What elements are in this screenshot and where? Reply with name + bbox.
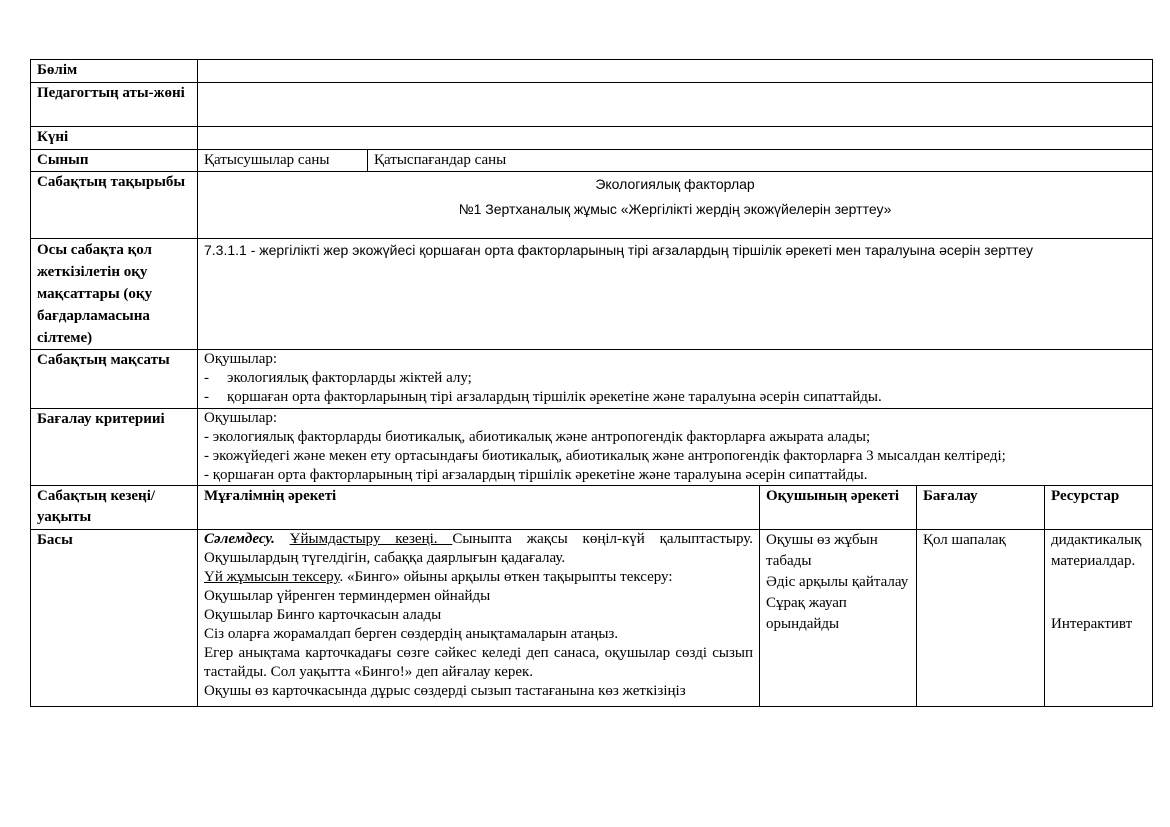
homework-paragraph: Үй жұмысын тексеру. «Бинго» ойыны арқылы өткен тақырыпты тексеру: bbox=[204, 569, 673, 585]
criteria-item: - экожүйедегі және мекен ету ортасындағы биотикалық, абиотикалық және антропогендік факторларға 3 мысалдан келтіреді; bbox=[204, 448, 1006, 464]
objectives-value: 7.3.1.1 - жергілікті жер экожүйесі қоршаған орта факторларының тірі ағзалардың тіршілік әрекеті мен таралуына әсерін зерттеу bbox=[198, 239, 1153, 350]
row-goals bbox=[31, 350, 1153, 409]
start-student-action bbox=[760, 530, 917, 707]
student-action-item: Әдіс арқылы қайталау bbox=[766, 574, 909, 590]
row-topic bbox=[31, 172, 1153, 239]
criteria-label: Бағалау критерииі bbox=[31, 409, 198, 486]
row-criteria bbox=[31, 409, 1153, 486]
date-value bbox=[198, 127, 1153, 150]
topic-title: Экологиялық факторлар bbox=[595, 176, 755, 192]
goal-item: - қоршаған орта факторларының тірі ағзалардың тіршілік әрекетіне және таралуына әсерін сипаттайды. bbox=[204, 389, 882, 405]
participants-count-label: Қатысушылар саны bbox=[198, 150, 368, 172]
student-action-header: Оқушының әрекеті bbox=[760, 486, 917, 530]
row-date bbox=[31, 127, 1153, 150]
bolim-label: Бөлім bbox=[31, 60, 198, 83]
row-start bbox=[31, 530, 1153, 707]
assessment-header: Бағалау bbox=[917, 486, 1045, 530]
criteria-item: - қоршаған орта факторларының тірі ағзалардың тіршілік әрекетіне және таралуына әсерін сипаттайды. bbox=[204, 467, 868, 483]
lesson-plan-table bbox=[30, 59, 1153, 707]
teacher-label: Педагогтың аты-жөні bbox=[31, 83, 198, 127]
absent-count-label: Қатыспағандар саны bbox=[368, 150, 1153, 172]
start-stage-label: Басы bbox=[31, 530, 198, 707]
bingo-rule-paragraph: Егер анықтама карточкадағы сөзге сәйкес келеді деп санаса, оқушылар сөзді сызып тастайды. Сол уақытта «Бинго!» деп айғалау керек. bbox=[204, 645, 753, 680]
bingo-line: Оқушылар Бинго карточкасын алады bbox=[204, 607, 442, 623]
row-bolim bbox=[31, 60, 1153, 83]
topic-value bbox=[198, 172, 1153, 239]
goals-value bbox=[198, 350, 1153, 409]
class-label: Сынып bbox=[31, 150, 198, 172]
start-resources bbox=[1045, 530, 1153, 707]
start-teacher-action bbox=[198, 530, 760, 707]
criteria-item: - экологиялық факторларды биотикалық, абиотикалық және антропогендік факторларға ажырата алады; bbox=[204, 429, 871, 445]
resources-header: Ресурстар bbox=[1045, 486, 1153, 530]
row-class bbox=[31, 150, 1153, 172]
row-stage-header bbox=[31, 486, 1153, 530]
bingo-last-line: Оқушы өз карточкасында дұрыс сөздерді сызып тастағанына көз жеткізіңіз bbox=[204, 683, 686, 699]
greeting-paragraph: Сәлемдесу. Ұйымдастыру кезеңі. Сыныпта жақсы көңіл-күй қалыптастыру. Оқушылардың түгелдігін, сабаққа даярлығын қадағалау. bbox=[204, 531, 754, 566]
resource-didactic: дидактикалық материалдар. bbox=[1051, 532, 1142, 569]
criteria-intro: Оқушылар: bbox=[204, 410, 278, 426]
student-action-item: Сұрақ жауап орындайды bbox=[766, 595, 847, 632]
row-objectives bbox=[31, 239, 1153, 350]
topic-lab-work: №1 Зертханалық жұмыс «Жергілікті жердің экожүйелерін зерттеу» bbox=[458, 201, 892, 217]
goals-intro: Оқушылар: bbox=[204, 351, 278, 367]
topic-label: Сабақтың тақырыбы bbox=[31, 172, 198, 239]
row-teacher bbox=[31, 83, 1153, 127]
teacher-value bbox=[198, 83, 1153, 127]
objectives-label: Осы сабақта қол жеткізілетін оқу мақсаттары (оқу бағдарламасына сілтеме) bbox=[31, 239, 198, 350]
bolim-value bbox=[198, 60, 1153, 83]
goal-item: - экологиялық факторларды жіктей алу; bbox=[204, 370, 472, 386]
teacher-action-header: Мұғалімнің әрекеті bbox=[198, 486, 760, 530]
date-label: Күні bbox=[31, 127, 198, 150]
stage-header: Сабақтың кезеңі/ уақыты bbox=[31, 486, 198, 530]
start-assessment: Қол шапалақ bbox=[917, 530, 1045, 707]
resource-interactive: Интерактивт bbox=[1051, 616, 1133, 632]
student-action-item: Оқушы өз жұбын табады bbox=[766, 532, 878, 569]
goals-label: Сабақтың мақсаты bbox=[31, 350, 198, 409]
bingo-line: Оқушылар үйренген терминдермен ойнайды bbox=[204, 588, 491, 604]
criteria-value bbox=[198, 409, 1153, 486]
bingo-line: Сіз оларға жорамалдап берген сөздердің анықтамаларын атаңыз. bbox=[204, 626, 619, 642]
